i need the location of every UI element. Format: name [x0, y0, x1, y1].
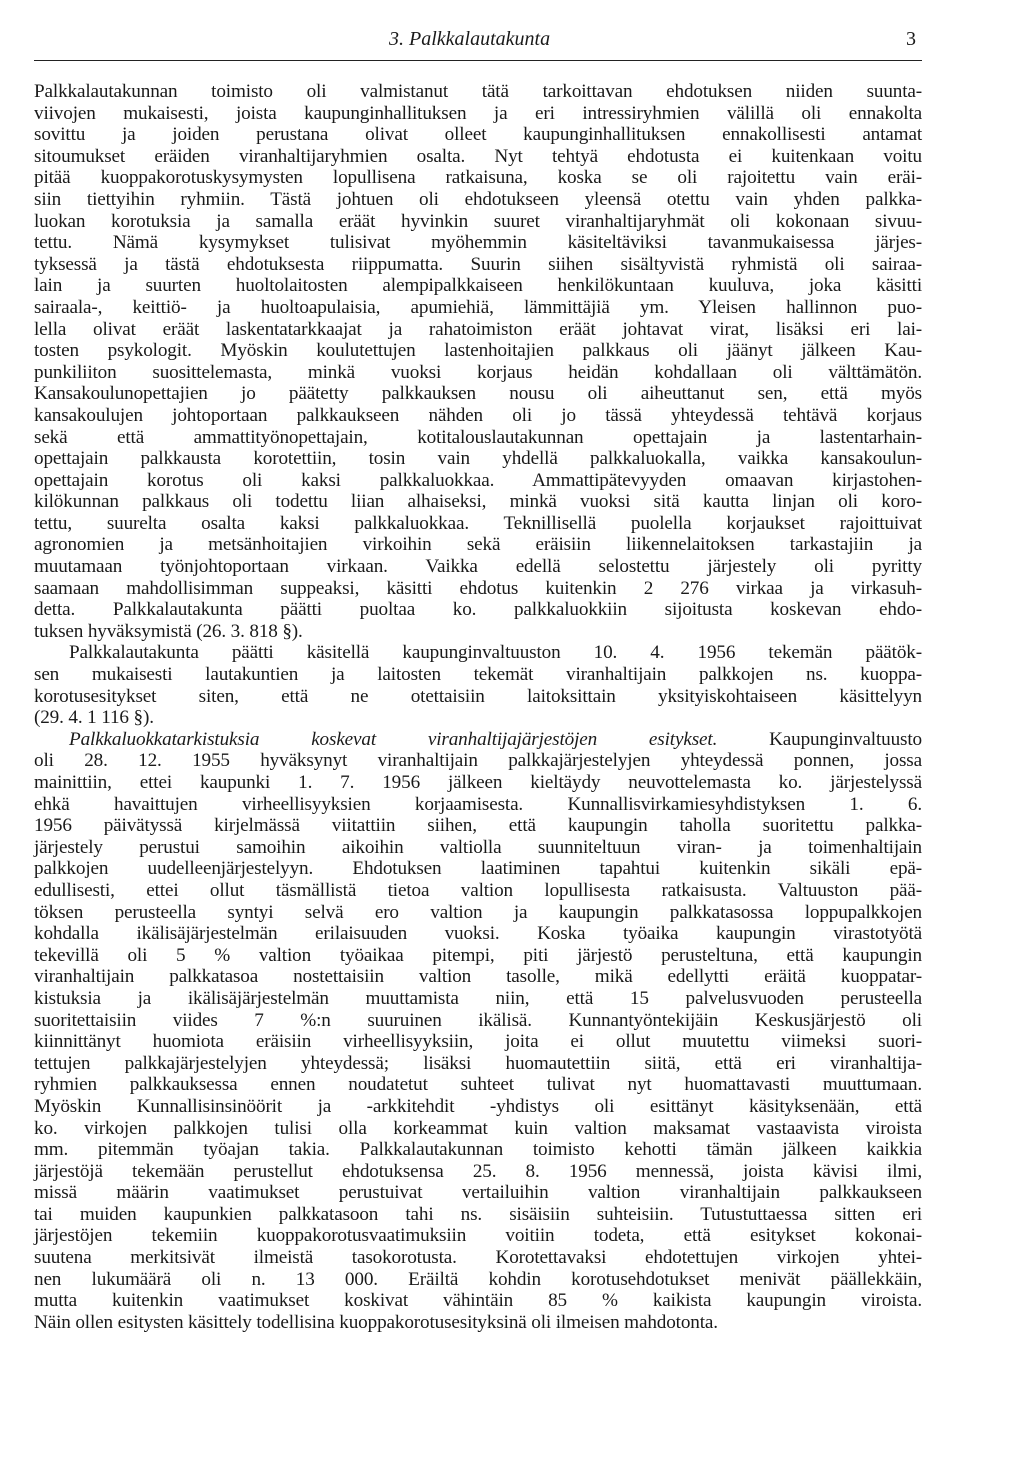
text-line: töksen perusteella syntyi selvä ero valtion ja kaupungin palkkatasossa loppupalkkojen [34, 901, 922, 923]
text-line: suutena merkitsivät ilmeistä tasokorotusta. Korotettavaksi ehdotettujen virkojen yhtei- [34, 1247, 922, 1269]
paragraph [34, 642, 922, 728]
text-line: ehkä havaittujen virheellisyyksien korjaamisesta. Kunnallisvirkamiesyhdistyksen 1. 6. [34, 793, 922, 815]
text-line: tuksen hyväksymistä (26. 3. 818 §). [34, 620, 303, 642]
text-line: tai muiden kaupunkien palkkatasoon tahi ns. sisäisiin suhteisiin. Tutustuttaessa sitten eri [34, 1203, 922, 1225]
document-page [34, 24, 922, 1333]
text-line: Palkkalautakunnan toimisto oli valmistanut tätä tarkoittavan ehdotuksen niiden suunta- [34, 81, 922, 102]
text-line: kansakoulujen johtoportaan palkkaukseen nähden oli jo tässä yhteydessä tehtävä korjaus [34, 404, 922, 426]
text-line: tettu. Nämä kysymykset tulisivat myöhemmin käsiteltäviksi tavanmukaisessa järjes- [34, 232, 922, 254]
paragraph [34, 729, 922, 1334]
text-line: tyksessä ja tästä ehdotuksesta riippumatta. Suurin siihen sisältyvistä ryhmistä oli sairaa- [34, 253, 922, 275]
text-line: sitoumukset eräiden viranhaltijaryhmien osalta. Nyt tehtyä ehdotusta ei kuitenkaan voitu [34, 145, 922, 167]
text-line: tettujen palkkajärjestelyjen yhteydessä; lisäksi huomautettiin siitä, että eri viranhaltija- [34, 1052, 922, 1074]
text-line: Näin ollen esitysten käsittely todellisina kuoppakorotusesityksinä oli ilmeisen mahdotonta. [34, 1311, 718, 1333]
text-line: mutta kuitenkin vaatimukset koskivat vähintäin 85 % kaikista kaupungin viroista. [34, 1290, 922, 1312]
section-heading: Palkkaluokkatarkistuksia koskevat viranhaltijajärjestöjen esitykset. [69, 728, 718, 750]
section-title: 3. Palkkalautakunta [389, 28, 551, 50]
text-line: mm. pitemmän työajan takia. Palkkalautakunnan toimisto kehotti tämän jälkeen kaikkia [34, 1139, 922, 1161]
text-line: (29. 4. 1 116 §). [34, 707, 154, 729]
paragraph [34, 81, 922, 642]
text-line: detta. Palkkalautakunta päätti puoltaa ko. palkkaluokkiin sijoitusta koskevan ehdo- [34, 599, 922, 621]
text-line: ryhmien palkkauksessa ennen noudatetut suhteet tulivat nyt huomattavasti muuttumaan. [34, 1074, 922, 1096]
text-line: kilökunnan palkkaus oli todettu liian alhaiseksi, minkä vuoksi sitä kautta linjan oli koro- [34, 491, 922, 513]
text-line: tettu, suurelta osalta kaksi palkkaluokkaa. Teknillisellä puolella korjaukset rajoittuivat [34, 512, 922, 534]
text-line: missä määrin vaatimukset perustuivat vertailuihin valtion viranhaltijain palkkaukseen [34, 1182, 922, 1204]
text-line: viivojen mukaisesti, joista kaupunginhallituksen ja eri intressiryhmien välillä oli ennakolta [34, 102, 922, 124]
text-line: palkkojen uudelleenjärjestelyyn. Ehdotuksen laatiminen tapahtui kuitenkin sikäli epä- [34, 858, 922, 880]
text-line: muutamaan työnjohtoportaan virkaan. Vaikka edellä selostettu järjestely oli pyritty [34, 556, 922, 578]
text-line: järjestely perustui samoihin aikoihin valtiolla suunniteltuun viran- ja toimenhaltijain [34, 836, 922, 858]
text-line: oli 28. 12. 1955 hyväksynyt viranhaltijain palkkajärjestelyjen yhteydessä ponnen, jossa [34, 750, 922, 772]
text-line: siin tiettyihin ryhmiin. Tästä johtuen oli ehdotukseen yleensä otettu vain yhden palkka- [34, 188, 922, 210]
text-line: kohdalla ikälisäjärjestelmän erilaisuuden vuoksi. Koska työaika kaupungin virastotyötä [34, 923, 922, 945]
text-line: opettajain palkkausta korotettiin, tosin vain yhdellä palkkaluokalla, vaikka kansakoulun- [34, 448, 922, 470]
page-number: 3 [906, 28, 916, 50]
text-line: kistuksia ja ikälisäjärjestelmän muuttamista niin, että 15 palvelusvuoden perusteella [34, 987, 922, 1009]
text-line: edullisesti, ettei ollut täsmällistä tietoa valtion lopullisesta ratkaisusta. Valtuuston pää- [34, 879, 922, 901]
text-line: viranhaltijain palkkatasoa nostettaisiin valtion tasolle, mikä edellytti eräitä kuoppatar- [34, 966, 922, 988]
text-line: sen mukaisesti lautakuntien ja laitosten tekemät viranhaltijain palkkojen ns. kuoppa- [34, 664, 922, 686]
text-line: 1956 päivätyssä kirjelmässä viitattiin siihen, että kaupungin taholla suoritettu palkka- [34, 815, 922, 837]
text-line: mainittiin, ettei kaupunki 1. 7. 1956 jälkeen kieltäydy neuvottelemasta ko. järjestelyssä [34, 772, 922, 793]
header-rule [34, 60, 922, 61]
text-line: opettajain korotus oli kaksi palkkaluokkaa. Ammattipätevyyden omaavan kirjastohen- [34, 469, 922, 491]
text-line: Kansakoulunopettajien jo päätetty palkkauksen nousu oli aiheuttanut sen, että myös [34, 383, 922, 405]
text-line: luokan korotuksia ja samalla eräät hyvinkin suuret viranhaltijaryhmät oli kokonaan sivuu- [34, 210, 922, 232]
running-head [34, 24, 922, 54]
text-line: nen lukumäärä oli n. 13 000. Eräiltä kohdin korotusehdotukset menivät päällekkäin, [34, 1268, 922, 1290]
text-line: suoritettaisiin viides 7 %:n suuruinen ikälisä. Kunnantyöntekijäin Keskusjärjestö oli [34, 1009, 922, 1031]
text-line: järjestöjä tekemään perustellut ehdotuksensa 25. 8. 1956 mennessä, joista kävisi ilmi, [34, 1160, 922, 1182]
text-line: korotusesitykset siten, että ne otettaisiin laitoksittain yksityiskohtaiseen käsittelyyn [34, 685, 922, 707]
text-line: kiinnittänyt huomiota eräisiin virheellisyyksiin, joita ei ollut muutettu viimeksi suori- [34, 1031, 922, 1053]
text-line: järjestöjen tekemiin kuoppakorotusvaatimuksiin voitiin todeta, että esitykset kokonai- [34, 1225, 922, 1247]
heading-continuation: Kaupunginvaltuusto [717, 728, 922, 750]
text-line: lella olivat eräät laskentatarkkaajat ja rahatoimiston eräät johtavat virat, lisäksi eri lai- [34, 318, 922, 340]
text-line: tosten psykologit. Myöskin koulutettujen lastenhoitajien palkkaus oli jäänyt jälkeen Kau- [34, 340, 922, 362]
text-line: tekevillä oli 5 % valtion työaikaa pitempi, piti järjestö perusteltuna, että kaupungin [34, 944, 922, 966]
text-line: lain ja suurten huoltolaitosten alempipalkkaiseen henkilökuntaan kuuluva, joka käsitti [34, 275, 922, 297]
text-line: sairaala-, keittiö- ja huoltoapulaisia, apumiehiä, lämmittäjiä ym. Yleisen hallinnon puo- [34, 296, 922, 318]
text-line: saamaan mahdollisimman suppeaksi, käsitti ehdotus kuitenkin 2 276 virkaa ja virkasuh- [34, 577, 922, 599]
text-line: sekä että ammattityönopettajain, kotitalouslautakunnan opettajain ja lastentarhain- [34, 426, 922, 448]
text-line: sovittu ja joiden perustana olivat olleet kaupunginhallituksen ennakollisesti antamat [34, 124, 922, 146]
text-line: punkiliiton suosittelemasta, minkä vuoksi korjaus heidän kohdallaan oli välttämätön. [34, 361, 922, 383]
text-line: ko. virkojen palkkojen tulisi olla korkeammat kuin valtion maksamat vastaavista viroista [34, 1117, 922, 1139]
body-text [34, 81, 922, 1333]
text-line: agronomien ja metsänhoitajien virkoihin sekä eräisiin liikennelaitoksen tarkastajiin ja [34, 534, 922, 556]
text-line: Palkkalautakunta päätti käsitellä kaupunginvaltuuston 10. 4. 1956 tekemän päätök- [69, 642, 922, 664]
text-line: pitää kuoppakorotuskysymysten lopullisena ratkaisuna, koska se oli rajoitettu vain eräi- [34, 167, 922, 189]
section-heading-line [34, 729, 922, 751]
text-line: Myöskin Kunnallisinsinöörit ja -arkkitehdit -yhdistys oli esittänyt käsityksenään, että [34, 1095, 922, 1117]
